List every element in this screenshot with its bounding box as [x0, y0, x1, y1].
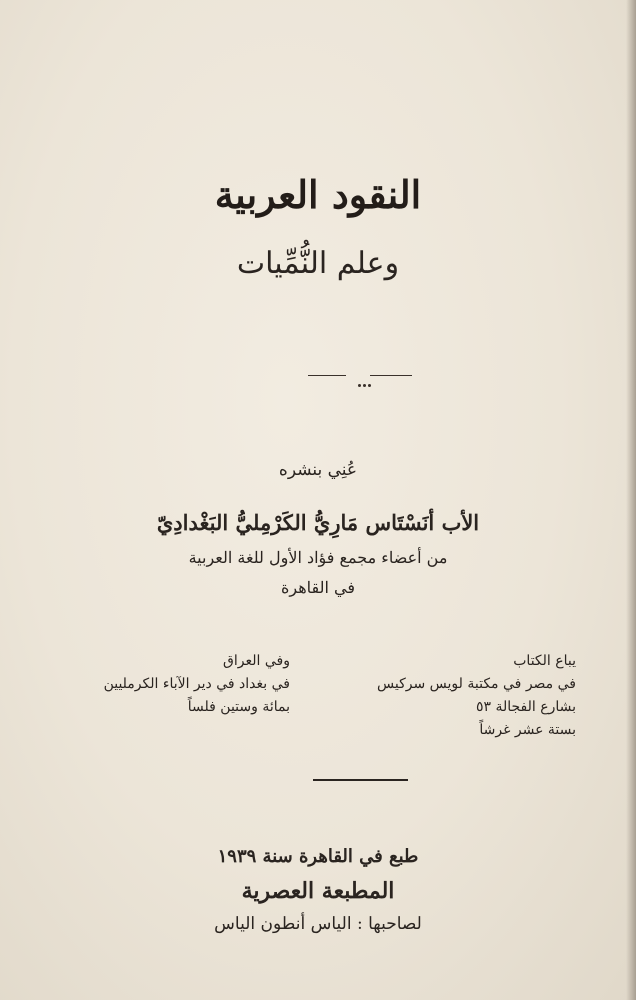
sales-iraq-line: وفي العراق — [223, 653, 290, 669]
sales-iraq-line: بمائة وستين فلساً — [187, 699, 290, 715]
sales-egypt-line: بشارع الفجالة ٥٣ — [475, 699, 576, 715]
sales-iraq — [70, 650, 290, 719]
book-title: النقود العربية — [214, 172, 422, 217]
press-name: المطبعة العصرية — [241, 878, 395, 904]
editor-place: في القاهرة — [280, 578, 355, 597]
editor-intro: عُنِي بنشره — [278, 460, 358, 480]
sales-egypt — [356, 650, 576, 742]
editor-name: الأب أنَسْتَاس مَارِيُّ الكَرْمِليُّ البَغْدادِيّ — [156, 510, 480, 535]
sales-iraq-line: في بغداد في دير الآباء الكرمليين — [103, 676, 290, 692]
book-subtitle: وعلم النُّمِّيات — [236, 246, 400, 281]
sales-egypt-line: بستة عشر غرشاً — [479, 722, 576, 738]
print-statement: طبع في القاهرة سنة ١٩٣٩ — [217, 846, 419, 867]
editor-role: من أعضاء مجمع فؤاد الأول للغة العربية — [188, 548, 448, 567]
ornament-divider — [308, 370, 412, 382]
divider-rule — [313, 779, 408, 781]
sales-egypt-line: يباع الكتاب — [513, 653, 576, 669]
sales-egypt-line: في مصر في مكتبة لويس سركيس — [377, 676, 576, 692]
press-owner: لصاحبها : الياس أنطون الياس — [214, 914, 422, 934]
